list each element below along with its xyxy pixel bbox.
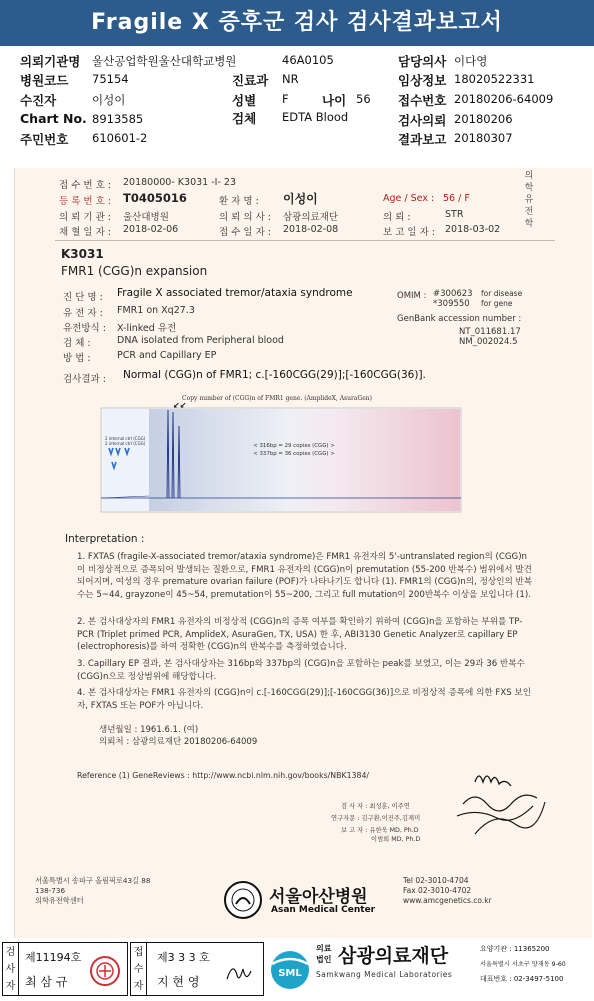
electropherogram [89, 390, 465, 520]
reference: Reference (1) GeneReviews : http://www.ncbi.nlm.nih.gov/books/NBK1384/ [77, 771, 370, 780]
dx-value: Fragile X associated tremor/ataxia syndrome [117, 287, 353, 299]
svg-text:↙↙: ↙↙ [173, 401, 187, 410]
receipt-label: 접 수 번 호 : [59, 180, 111, 191]
signatures [415, 760, 555, 842]
label-receipt-no: 접수번호 [398, 93, 447, 108]
report-footer [0, 940, 594, 1001]
receiver-box-label: 접수자 [131, 943, 147, 995]
genbank-nm: NM_002024.5 [459, 337, 518, 347]
tester-license: 제11194호 [25, 951, 82, 964]
value-sex: F [282, 92, 289, 106]
address-line-3: 의학유전학센터 [35, 896, 84, 905]
recv-label: 접 수 일 자 : [219, 227, 271, 238]
dept-label: 의 뢰 : [383, 212, 411, 223]
genbank-nt: NT_011681.17 [459, 327, 521, 337]
interp-4: 4. 본 검사대상자는 FMR1 유전자의 (CGG)n이 c.[-160CGG(29)];[-160CGG(36)]으로 비정상적 증폭에 의한 FXS 보인자, FXTAS 또는 POF가 아닙니다. [77, 688, 532, 711]
interp-2: 2. 본 검사대상자의 FMR1 유전자의 비정상적 (CGG)n의 증폭 여부를 확인하기 위하여 (CGG)n을 포함하는 부위를 TP-PCR (Triplet primed PCR, AmplideX, AsuraGen, TX, USA) 한 후, ABI3130 Genetic Analyzer로 capillary EP (electrophoresis)를 하여 정확한 (CGG)n의 반복수를 측정하였습니다. [77, 617, 523, 653]
hospital-fax: Fax 02-3010-4702 [403, 886, 472, 895]
value-report-date: 20180307 [454, 131, 513, 145]
report-value: 2018-03-02 [445, 224, 501, 235]
label-clinical-info: 임상정보 [398, 73, 447, 88]
chart-legend-2: 2 internal ctrl (CGG) [105, 441, 146, 446]
label-chart-no: Chart No. [20, 111, 87, 126]
agesex-value: 56 / F [443, 193, 470, 204]
value-receipt-no: 20180206-64009 [454, 92, 554, 106]
org-type-1: 의료 [316, 944, 332, 953]
value-patient: 이성이 [92, 93, 126, 107]
hospital-tel: Tel 02-3010-4704 [403, 876, 469, 885]
sig-reporter-2: 이범희 MD, Ph.D [371, 836, 421, 843]
gene-label: 유 전 자 : [63, 308, 103, 319]
org-info-2: 서울특별시 서초구 양재동 9-60 [480, 961, 566, 968]
sml-logo-icon [268, 946, 312, 994]
chart-annotation-316: < 316bp = 29 copies (CGG) > [253, 443, 335, 449]
label-hospital-code: 병원코드 [20, 73, 69, 88]
side-stamp: 의학유전학 [524, 171, 534, 229]
method-value: PCR and Capillary EP [117, 350, 217, 361]
omim-disease-for: for disease [481, 289, 523, 298]
address-line-1: 서울특별시 송파구 올림픽로43길 88 [35, 876, 151, 885]
specimen-value: DNA isolated from Peripheral blood [117, 335, 284, 346]
sig-tester: 검 사 자 : 최성훈, 이주연 [341, 803, 410, 810]
value-specimen: EDTA Blood [282, 110, 349, 124]
recv-value: 2018-02-08 [283, 224, 339, 235]
reg-label: 등 록 번 호 : [59, 196, 111, 207]
reg-value: T0405016 [123, 191, 187, 205]
org-name-en: Samkwang Medical Laboratories [316, 970, 453, 979]
interp-title: Interpretation : [65, 533, 145, 545]
divider [55, 240, 555, 241]
reqdoc-label: 의 뢰 의 사 : [219, 212, 271, 223]
tester-box-label: 검사자 [3, 943, 19, 995]
label-age: 나이 [322, 93, 347, 108]
hospital-web: www.amcgenetics.co.kr [403, 896, 492, 905]
inst-label: 의 뢰 기 관 : [59, 212, 111, 223]
sig-advisors: 연구자문 : 김구환,이진주,김재미 [331, 815, 421, 822]
label-institution: 의뢰기관명 [20, 54, 81, 69]
sml-logo-text: SML [278, 968, 302, 979]
receiver-signature [223, 957, 257, 987]
result-label: 검사결과 : [63, 374, 106, 385]
patient-value: 이성이 [283, 192, 318, 206]
method-label: 방 법 : [63, 353, 91, 364]
specimen-label: 검 체 : [63, 338, 91, 349]
dx-label: 진 단 명 : [63, 292, 103, 303]
inherit-label: 유전방식 : [63, 323, 106, 334]
chart-title: Copy number of (CGG)n of FMR1 gene. (AmplideX, AsuraGen) [182, 395, 372, 402]
agesex-label: Age / Sex : [383, 193, 435, 204]
sig-reporter: 보 고 자 : 유한욱 MD, Ph.D [341, 827, 419, 834]
genbank-label: GenBank accession number : [397, 314, 522, 324]
value-doctor: 이다영 [454, 54, 488, 68]
reqdoc-value: 삼광의료재단 [283, 212, 339, 223]
hospital-name-en: Asan Medical Center [271, 905, 376, 915]
patient-label: 환 자 명 : [219, 196, 259, 207]
value-request-date: 20180206 [454, 112, 513, 126]
omim-gene-for: for gene [481, 299, 513, 308]
org-name: 삼광의료재단 [338, 945, 449, 967]
result-value: Normal (CGG)n of FMR1; c.[-160CGG(29)];[-160CGG(36)]. [123, 369, 426, 381]
interp-1: 1. FXTAS (fragile-X-associated tremor/ataxia syndrome)은 FMR1 유전자의 5'-untranslated region의 (CGG)n 이 비정상적으로 증폭되어 발생되는 질환으로, FMR1 유전자의 (CGG)n이 premutation (55-200 반복수) 범위에서 발견되어지며, 여성의 경우 premature ovarian failure (POF)가 나타나기도 합니다 (1). FMR1의 (CGG)n의, 정상인의 반복수는 5~44, grayzone이 45~54, premutation이 55~200, 그리고 full mutation이 200반복수 이상을 보입니다 (1). [77, 552, 533, 600]
collect-value: 2018-02-06 [123, 224, 179, 235]
receiver-license: 제3 3 3 호 [157, 951, 210, 964]
report-header [0, 46, 594, 160]
label-request-date: 검사의뢰 [398, 113, 447, 128]
hospital-name-kr: 서울아산병원 [269, 887, 368, 907]
value-resident-no: 610601-2 [92, 131, 148, 145]
chart-annotation-337: < 337bp = 36 copies (CGG) > [253, 451, 335, 457]
org-type-2: 법인 [316, 955, 332, 964]
interp-3: 3. Capillary EP 결과, 본 검사대상자는 316bp와 337bp의 (CGG)n을 포함하는 peak를 보였고, 이는 29과 36 반복수 (CGG)n으로 정상범위에 해당합니다. [77, 659, 525, 682]
hospital-seal-icon [223, 880, 263, 920]
label-sex: 성별 [232, 93, 257, 108]
label-department: 진료과 [232, 73, 269, 88]
tester-name: 최 삼 규 [25, 975, 68, 989]
omim-disease: #300623 [433, 289, 473, 299]
org-info-1: 요양기관 : 11365200 [480, 945, 550, 953]
inherit-value: X-linked 유전 [117, 323, 177, 334]
tester-seal-icon [89, 955, 121, 987]
value-age: 56 [356, 92, 371, 106]
gene-value: FMR1 on Xq27.3 [117, 305, 195, 316]
report-label: 보 고 일 자 : [383, 227, 435, 238]
test-name: FMR1 (CGG)n expansion [61, 264, 208, 278]
collect-label: 채 혈 일 자 : [59, 227, 111, 238]
tester-box [2, 942, 128, 996]
label-specimen: 검체 [232, 111, 257, 126]
value-institution-code: 46A0105 [282, 53, 334, 67]
inst-value: 울산대병원 [123, 212, 169, 223]
dept-value: STR [445, 209, 464, 220]
result-sheet [14, 168, 592, 938]
birth-date: 생년월일 : 1961.6.1. (여) [99, 725, 199, 735]
omim-gene: *309550 [433, 299, 470, 309]
chart-legend-1: 2 internal ctrl (CGG) [105, 436, 146, 441]
value-institution: 울산공업학원울산대학교병원 [92, 54, 237, 68]
label-report-date: 결과보고 [398, 132, 447, 147]
label-doctor: 담당의사 [398, 54, 447, 69]
value-chart-no: 8913585 [92, 112, 144, 126]
omim-label: OMIM : [397, 291, 427, 301]
test-code: K3031 [61, 247, 104, 261]
label-patient: 수진자 [20, 93, 57, 108]
receiver-name: 지 현 영 [157, 975, 200, 989]
org-info-3: 대표번호 : 02-3497-5100 [480, 975, 564, 983]
receipt-value: 20180000- K3031 -I- 23 [123, 177, 236, 188]
value-department: NR [282, 72, 299, 86]
receiver-box [130, 942, 264, 996]
address-line-2: 138-736 [35, 886, 66, 895]
value-hospital-code: 75154 [92, 72, 129, 86]
label-resident-no: 주민번호 [20, 132, 69, 147]
requester: 의뢰처 : 삼광의료재단 20180206-64009 [99, 737, 258, 747]
report-banner-title: Fragile X 증후군 검사 검사결과보고서 [0, 0, 594, 46]
value-clinical-info: 18020522331 [454, 72, 535, 86]
